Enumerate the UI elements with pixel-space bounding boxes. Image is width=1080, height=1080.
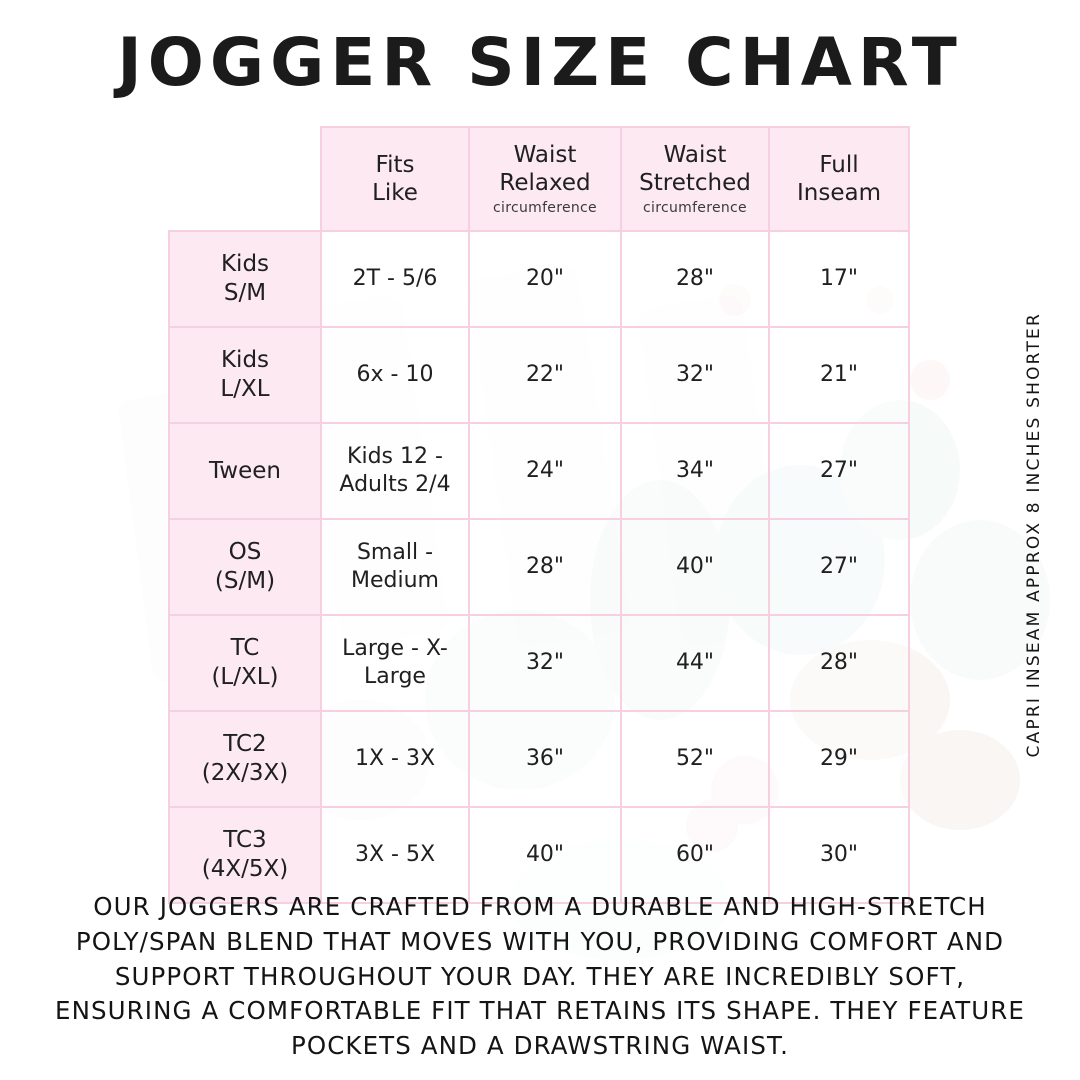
column-header-subtitle: circumference (643, 199, 747, 216)
cell-fits-like (321, 615, 469, 711)
cell-fits-like (321, 423, 469, 519)
table-row (169, 711, 909, 807)
table-row (169, 519, 909, 615)
row-header-line1: OS (228, 539, 262, 566)
cell-line2: Adults 2/4 (339, 472, 451, 497)
size-chart-table-wrapper (168, 126, 910, 904)
row-header-line2: (4X/5X) (201, 856, 289, 882)
row-header-size (169, 807, 321, 903)
page-title: JOGGER SIZE CHART (117, 24, 963, 101)
cell-line2: Medium (351, 568, 439, 593)
cell-waist-stretched: 40" (621, 519, 769, 615)
cell-line1: Large - (342, 635, 419, 661)
column-header-line1: Fits (375, 151, 415, 178)
row-header-line1: TC3 (223, 827, 267, 854)
cell-line1: 3X - 5X (354, 841, 436, 867)
column-header-full-inseam (769, 127, 909, 231)
cell-line1: Small - (356, 539, 434, 565)
cell-waist-relaxed: 36" (469, 711, 621, 807)
cell-waist-relaxed: 20" (469, 231, 621, 327)
size-chart-table (168, 126, 910, 904)
cell-line1: 6x - 10 (356, 361, 434, 387)
cell-full-inseam: 29" (769, 711, 909, 807)
row-header-line2: S/M (223, 280, 267, 306)
cell-full-inseam: 27" (769, 519, 909, 615)
cell-line1: 1X - 3X (354, 745, 436, 771)
column-header-subtitle: circumference (493, 199, 597, 216)
cell-fits-like (321, 327, 469, 423)
cell-line2: X-Large (364, 635, 448, 689)
table-row (169, 327, 909, 423)
table-header-row (169, 127, 909, 231)
cell-waist-stretched: 52" (621, 711, 769, 807)
cell-fits-like (321, 711, 469, 807)
column-header-line2: Like (372, 180, 418, 206)
row-header-line1: Kids (220, 347, 270, 374)
table-row (169, 231, 909, 327)
cell-waist-stretched: 60" (621, 807, 769, 903)
cell-waist-relaxed: 32" (469, 615, 621, 711)
cell-waist-stretched: 28" (621, 231, 769, 327)
footer-description-text: OUR JOGGERS ARE CRAFTED FROM A DURABLE AND HIGH-STRETCH POLY/SPAN BLEND THAT MOVES WITH YOU, PROVIDING COMFORT AND SUPPORT THROUGHOUT YOUR DAY. THEY ARE INCREDIBLY SOFT, ENSURING A COMFORTABLE FIT THAT RETAINS ITS SHAPE. THEY FEATURE POCKETS AND A DRAWSTRING WAIST. (54, 892, 1026, 1061)
cell-waist-relaxed: 40" (469, 807, 621, 903)
cell-line1: 2T - 5/6 (352, 265, 438, 291)
cell-waist-relaxed: 24" (469, 423, 621, 519)
column-header-fits-like (321, 127, 469, 231)
row-header-line2: (L/XL) (211, 664, 279, 690)
column-header-line1: Full (819, 151, 859, 178)
row-header-line2: (S/M) (214, 568, 276, 594)
cell-full-inseam: 21" (769, 327, 909, 423)
cell-waist-stretched: 34" (621, 423, 769, 519)
column-header-line2: Inseam (797, 180, 881, 206)
capri-inseam-note (1014, 255, 1054, 815)
row-header-size (169, 231, 321, 327)
row-header-line1: TC2 (223, 731, 267, 758)
column-header-line2: Stretched (639, 170, 751, 197)
row-header-line2: (2X/3X) (201, 760, 289, 786)
row-header-line2: L/XL (220, 376, 270, 402)
column-header-line1: Waist (513, 142, 577, 169)
column-header-line2: Relaxed (499, 170, 591, 197)
row-header-size (169, 519, 321, 615)
cell-full-inseam: 27" (769, 423, 909, 519)
cell-full-inseam: 30" (769, 807, 909, 903)
cell-full-inseam: 28" (769, 615, 909, 711)
cell-waist-relaxed: 28" (469, 519, 621, 615)
table-row (169, 807, 909, 903)
cell-fits-like (321, 231, 469, 327)
cell-waist-stretched: 32" (621, 327, 769, 423)
column-header-waist-relaxed (469, 127, 621, 231)
footer-description (50, 890, 1030, 1064)
column-header-line1: Waist (663, 142, 727, 169)
cell-waist-relaxed: 22" (469, 327, 621, 423)
row-header-line1: TC (230, 635, 260, 662)
row-header-size (169, 615, 321, 711)
table-row (169, 423, 909, 519)
capri-inseam-note-text: CAPRI INSEAM APPROX 8 INCHES SHORTER (1024, 312, 1044, 758)
cell-fits-like (321, 807, 469, 903)
row-header-line1: Kids (220, 251, 270, 278)
cell-fits-like (321, 519, 469, 615)
table-corner-cell (169, 127, 321, 231)
row-header-size (169, 327, 321, 423)
cell-line1: Kids 12 - (347, 443, 443, 469)
row-header-size (169, 423, 321, 519)
table-row (169, 615, 909, 711)
row-header-size (169, 711, 321, 807)
row-header-line1: Tween (209, 457, 281, 484)
cell-waist-stretched: 44" (621, 615, 769, 711)
cell-full-inseam: 17" (769, 231, 909, 327)
column-header-waist-stretched (621, 127, 769, 231)
